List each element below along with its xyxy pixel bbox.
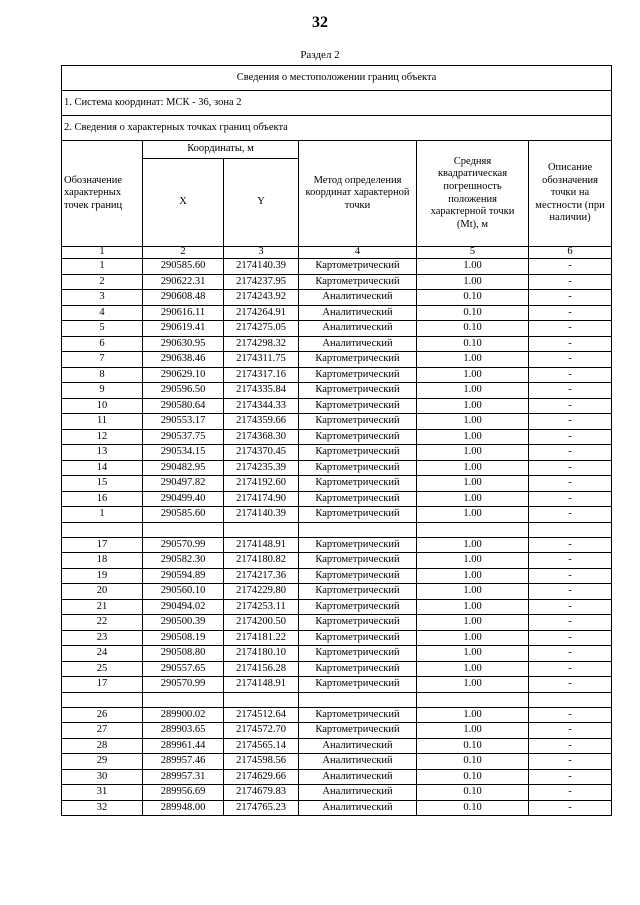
table-row xyxy=(62,460,612,476)
point-id-cell: 24 xyxy=(62,646,143,662)
description-cell: - xyxy=(529,723,612,739)
error-cell: 1.00 xyxy=(417,507,529,523)
point-id-cell: 32 xyxy=(62,800,143,816)
method-cell: Картометрический xyxy=(299,599,417,615)
empty-cell xyxy=(143,522,224,537)
point-id-cell: 2 xyxy=(62,274,143,290)
table-row xyxy=(62,738,612,754)
point-id-cell: 26 xyxy=(62,707,143,723)
error-cell: 1.00 xyxy=(417,429,529,445)
method-cell: Аналитический xyxy=(299,785,417,801)
description-cell: - xyxy=(529,769,612,785)
header-row-1 xyxy=(62,141,612,159)
y-cell: 2174237.95 xyxy=(224,274,299,290)
coord-system: 1. Система координат: МСК - 36, зона 2 xyxy=(62,91,612,116)
x-cell: 290622.31 xyxy=(143,274,224,290)
method-cell: Картометрический xyxy=(299,445,417,461)
error-cell: 1.00 xyxy=(417,414,529,430)
method-cell: Картометрический xyxy=(299,677,417,693)
point-id-cell: 29 xyxy=(62,754,143,770)
x-cell: 290570.99 xyxy=(143,537,224,553)
point-id-cell: 25 xyxy=(62,661,143,677)
description-cell: - xyxy=(529,754,612,770)
point-id-cell: 14 xyxy=(62,460,143,476)
error-cell: 1.00 xyxy=(417,383,529,399)
description-cell: - xyxy=(529,800,612,816)
table-row xyxy=(62,352,612,368)
contour-separator-row xyxy=(62,692,612,707)
x-cell: 289903.65 xyxy=(143,723,224,739)
method-cell: Картометрический xyxy=(299,259,417,275)
table-row xyxy=(62,476,612,492)
description-cell: - xyxy=(529,553,612,569)
y-cell: 2174370.45 xyxy=(224,445,299,461)
y-cell: 2174156.28 xyxy=(224,661,299,677)
empty-cell xyxy=(224,692,299,707)
method-cell: Картометрический xyxy=(299,367,417,383)
description-cell: - xyxy=(529,383,612,399)
y-cell: 2174180.82 xyxy=(224,553,299,569)
header-designation: Обозначение характерных точек границ xyxy=(62,141,143,247)
x-cell: 289948.00 xyxy=(143,800,224,816)
error-cell: 1.00 xyxy=(417,352,529,368)
error-cell: 0.10 xyxy=(417,290,529,306)
point-id-cell: 4 xyxy=(62,305,143,321)
table-row xyxy=(62,398,612,414)
empty-cell xyxy=(299,522,417,537)
table-row xyxy=(62,553,612,569)
x-cell: 290585.60 xyxy=(143,507,224,523)
x-cell: 290557.65 xyxy=(143,661,224,677)
table-title: Сведения о местоположении границ объекта xyxy=(62,66,612,91)
error-cell: 0.10 xyxy=(417,305,529,321)
x-cell: 289900.02 xyxy=(143,707,224,723)
table-row xyxy=(62,800,612,816)
table-body xyxy=(62,66,612,816)
description-cell: - xyxy=(529,507,612,523)
method-cell: Аналитический xyxy=(299,738,417,754)
method-cell: Картометрический xyxy=(299,460,417,476)
y-cell: 2174344.33 xyxy=(224,398,299,414)
method-cell: Картометрический xyxy=(299,723,417,739)
point-id-cell: 30 xyxy=(62,769,143,785)
error-cell: 1.00 xyxy=(417,553,529,569)
description-cell: - xyxy=(529,491,612,507)
error-cell: 1.00 xyxy=(417,274,529,290)
error-cell: 1.00 xyxy=(417,723,529,739)
y-cell: 2174572.70 xyxy=(224,723,299,739)
x-cell: 290500.39 xyxy=(143,615,224,631)
method-cell: Картометрический xyxy=(299,630,417,646)
table-row xyxy=(62,537,612,553)
method-cell: Аналитический xyxy=(299,305,417,321)
empty-cell xyxy=(529,522,612,537)
description-cell: - xyxy=(529,630,612,646)
y-cell: 2174275.05 xyxy=(224,321,299,337)
point-id-cell: 6 xyxy=(62,336,143,352)
error-cell: 1.00 xyxy=(417,476,529,492)
point-id-cell: 13 xyxy=(62,445,143,461)
y-cell: 2174192.60 xyxy=(224,476,299,492)
y-cell: 2174368.30 xyxy=(224,429,299,445)
description-cell: - xyxy=(529,429,612,445)
table-row xyxy=(62,630,612,646)
header-description: Описание обозначения точки на местности (при наличии) xyxy=(529,141,612,247)
y-cell: 2174359.66 xyxy=(224,414,299,430)
x-cell: 290570.99 xyxy=(143,677,224,693)
error-cell: 1.00 xyxy=(417,491,529,507)
point-id-cell: 8 xyxy=(62,367,143,383)
table-row xyxy=(62,661,612,677)
x-cell: 290534.15 xyxy=(143,445,224,461)
description-cell: - xyxy=(529,305,612,321)
y-cell: 2174243.92 xyxy=(224,290,299,306)
description-cell: - xyxy=(529,707,612,723)
table-row xyxy=(62,599,612,615)
description-cell: - xyxy=(529,414,612,430)
x-cell: 290553.17 xyxy=(143,414,224,430)
method-cell: Картометрический xyxy=(299,398,417,414)
method-cell: Картометрический xyxy=(299,274,417,290)
table-row xyxy=(62,274,612,290)
description-cell: - xyxy=(529,460,612,476)
method-cell: Аналитический xyxy=(299,769,417,785)
section-title: Раздел 2 xyxy=(300,49,340,61)
error-cell: 1.00 xyxy=(417,661,529,677)
error-cell: 0.10 xyxy=(417,738,529,754)
x-cell: 290582.30 xyxy=(143,553,224,569)
y-cell: 2174298.32 xyxy=(224,336,299,352)
y-cell: 2174311.75 xyxy=(224,352,299,368)
empty-cell xyxy=(62,522,143,537)
table-row xyxy=(62,507,612,523)
method-cell: Картометрический xyxy=(299,707,417,723)
method-cell: Аналитический xyxy=(299,321,417,337)
table-row xyxy=(62,383,612,399)
point-id-cell: 7 xyxy=(62,352,143,368)
method-cell: Картометрический xyxy=(299,383,417,399)
header-error: Средняя квадратическая погрешность положения характерной точки (Mt), м xyxy=(417,141,529,247)
error-cell: 1.00 xyxy=(417,445,529,461)
header-coordinates: Координаты, м xyxy=(143,141,299,159)
description-cell: - xyxy=(529,476,612,492)
description-cell: - xyxy=(529,398,612,414)
y-cell: 2174565.14 xyxy=(224,738,299,754)
error-cell: 1.00 xyxy=(417,599,529,615)
table-row xyxy=(62,785,612,801)
point-id-cell: 20 xyxy=(62,584,143,600)
error-cell: 1.00 xyxy=(417,615,529,631)
description-cell: - xyxy=(529,661,612,677)
page-number: 32 xyxy=(312,14,328,31)
y-cell: 2174181.22 xyxy=(224,630,299,646)
x-cell: 290499.40 xyxy=(143,491,224,507)
table-row xyxy=(62,646,612,662)
error-cell: 1.00 xyxy=(417,677,529,693)
method-cell: Картометрический xyxy=(299,537,417,553)
error-cell: 1.00 xyxy=(417,259,529,275)
column-number: 5 xyxy=(417,247,529,259)
table-row xyxy=(62,754,612,770)
point-id-cell: 16 xyxy=(62,491,143,507)
header-x: X xyxy=(143,159,224,247)
error-cell: 1.00 xyxy=(417,630,529,646)
column-number: 3 xyxy=(224,247,299,259)
y-cell: 2174765.23 xyxy=(224,800,299,816)
point-id-cell: 5 xyxy=(62,321,143,337)
table-row xyxy=(62,707,612,723)
table-row xyxy=(62,568,612,584)
description-cell: - xyxy=(529,615,612,631)
point-id-cell: 1 xyxy=(62,259,143,275)
x-cell: 290508.19 xyxy=(143,630,224,646)
error-cell: 0.10 xyxy=(417,754,529,770)
point-id-cell: 3 xyxy=(62,290,143,306)
y-cell: 2174253.11 xyxy=(224,599,299,615)
description-cell: - xyxy=(529,599,612,615)
method-cell: Аналитический xyxy=(299,800,417,816)
table-row xyxy=(62,336,612,352)
description-cell: - xyxy=(529,445,612,461)
table-row xyxy=(62,677,612,693)
method-cell: Картометрический xyxy=(299,568,417,584)
description-cell: - xyxy=(529,584,612,600)
empty-cell xyxy=(417,692,529,707)
table-row xyxy=(62,429,612,445)
column-number: 1 xyxy=(62,247,143,259)
table-row xyxy=(62,259,612,275)
method-cell: Картометрический xyxy=(299,615,417,631)
x-cell: 289957.46 xyxy=(143,754,224,770)
error-cell: 0.10 xyxy=(417,785,529,801)
column-numbers-row xyxy=(62,247,612,259)
error-cell: 1.00 xyxy=(417,398,529,414)
table-title-row xyxy=(62,66,612,91)
point-id-cell: 31 xyxy=(62,785,143,801)
method-cell: Аналитический xyxy=(299,336,417,352)
method-cell: Картометрический xyxy=(299,646,417,662)
error-cell: 1.00 xyxy=(417,460,529,476)
method-cell: Картометрический xyxy=(299,661,417,677)
description-cell: - xyxy=(529,677,612,693)
y-cell: 2174598.56 xyxy=(224,754,299,770)
point-id-cell: 22 xyxy=(62,615,143,631)
x-cell: 290629.10 xyxy=(143,367,224,383)
coord-system-row xyxy=(62,91,612,116)
description-cell: - xyxy=(529,321,612,337)
column-number: 2 xyxy=(143,247,224,259)
x-cell: 290638.46 xyxy=(143,352,224,368)
x-cell: 290580.64 xyxy=(143,398,224,414)
x-cell: 290585.60 xyxy=(143,259,224,275)
method-cell: Картометрический xyxy=(299,491,417,507)
method-cell: Картометрический xyxy=(299,352,417,368)
point-id-cell: 1 xyxy=(62,507,143,523)
x-cell: 290497.82 xyxy=(143,476,224,492)
y-cell: 2174148.91 xyxy=(224,677,299,693)
y-cell: 2174335.84 xyxy=(224,383,299,399)
x-cell: 290596.50 xyxy=(143,383,224,399)
description-cell: - xyxy=(529,367,612,383)
description-cell: - xyxy=(529,274,612,290)
column-number: 6 xyxy=(529,247,612,259)
error-cell: 0.10 xyxy=(417,800,529,816)
point-id-cell: 23 xyxy=(62,630,143,646)
description-cell: - xyxy=(529,646,612,662)
table-row xyxy=(62,414,612,430)
empty-cell xyxy=(299,692,417,707)
point-id-cell: 17 xyxy=(62,677,143,693)
error-cell: 0.10 xyxy=(417,336,529,352)
method-cell: Аналитический xyxy=(299,754,417,770)
table-row xyxy=(62,367,612,383)
x-cell: 289957.31 xyxy=(143,769,224,785)
point-id-cell: 18 xyxy=(62,553,143,569)
empty-cell xyxy=(62,692,143,707)
point-id-cell: 10 xyxy=(62,398,143,414)
point-id-cell: 28 xyxy=(62,738,143,754)
error-cell: 1.00 xyxy=(417,707,529,723)
table-row xyxy=(62,321,612,337)
empty-cell xyxy=(529,692,612,707)
description-cell: - xyxy=(529,259,612,275)
y-cell: 2174512.64 xyxy=(224,707,299,723)
table-row xyxy=(62,491,612,507)
x-cell: 290482.95 xyxy=(143,460,224,476)
table-row xyxy=(62,305,612,321)
method-cell: Картометрический xyxy=(299,476,417,492)
description-cell: - xyxy=(529,568,612,584)
y-cell: 2174200.50 xyxy=(224,615,299,631)
x-cell: 290630.95 xyxy=(143,336,224,352)
point-id-cell: 17 xyxy=(62,537,143,553)
table-row xyxy=(62,615,612,631)
y-cell: 2174180.10 xyxy=(224,646,299,662)
table-row xyxy=(62,769,612,785)
error-cell: 1.00 xyxy=(417,537,529,553)
error-cell: 1.00 xyxy=(417,646,529,662)
method-cell: Картометрический xyxy=(299,507,417,523)
y-cell: 2174317.16 xyxy=(224,367,299,383)
header-method: Метод определения координат характерной точки xyxy=(299,141,417,247)
points-heading-row xyxy=(62,116,612,141)
x-cell: 290616.11 xyxy=(143,305,224,321)
y-cell: 2174217.36 xyxy=(224,568,299,584)
x-cell: 290560.10 xyxy=(143,584,224,600)
column-number: 4 xyxy=(299,247,417,259)
x-cell: 290494.02 xyxy=(143,599,224,615)
description-cell: - xyxy=(529,290,612,306)
table-row xyxy=(62,445,612,461)
description-cell: - xyxy=(529,785,612,801)
x-cell: 290508.80 xyxy=(143,646,224,662)
method-cell: Картометрический xyxy=(299,429,417,445)
x-cell: 289961.44 xyxy=(143,738,224,754)
point-id-cell: 11 xyxy=(62,414,143,430)
error-cell: 1.00 xyxy=(417,367,529,383)
error-cell: 1.00 xyxy=(417,568,529,584)
point-id-cell: 9 xyxy=(62,383,143,399)
point-id-cell: 19 xyxy=(62,568,143,584)
method-cell: Аналитический xyxy=(299,290,417,306)
header-y: Y xyxy=(224,159,299,247)
boundary-points-table xyxy=(61,65,612,816)
empty-cell xyxy=(224,522,299,537)
error-cell: 0.10 xyxy=(417,769,529,785)
point-id-cell: 12 xyxy=(62,429,143,445)
table-row xyxy=(62,584,612,600)
error-cell: 1.00 xyxy=(417,584,529,600)
empty-cell xyxy=(417,522,529,537)
x-cell: 290608.48 xyxy=(143,290,224,306)
method-cell: Картометрический xyxy=(299,553,417,569)
y-cell: 2174679.83 xyxy=(224,785,299,801)
x-cell: 289956.69 xyxy=(143,785,224,801)
x-cell: 290619.41 xyxy=(143,321,224,337)
description-cell: - xyxy=(529,738,612,754)
y-cell: 2174264.91 xyxy=(224,305,299,321)
table-row xyxy=(62,290,612,306)
point-id-cell: 15 xyxy=(62,476,143,492)
point-id-cell: 27 xyxy=(62,723,143,739)
description-cell: - xyxy=(529,336,612,352)
x-cell: 290537.75 xyxy=(143,429,224,445)
method-cell: Картометрический xyxy=(299,414,417,430)
y-cell: 2174148.91 xyxy=(224,537,299,553)
y-cell: 2174174.90 xyxy=(224,491,299,507)
y-cell: 2174229.80 xyxy=(224,584,299,600)
error-cell: 0.10 xyxy=(417,321,529,337)
y-cell: 2174140.39 xyxy=(224,507,299,523)
table-row xyxy=(62,723,612,739)
method-cell: Картометрический xyxy=(299,584,417,600)
x-cell: 290594.89 xyxy=(143,568,224,584)
y-cell: 2174140.39 xyxy=(224,259,299,275)
empty-cell xyxy=(143,692,224,707)
y-cell: 2174235.39 xyxy=(224,460,299,476)
description-cell: - xyxy=(529,537,612,553)
points-heading: 2. Сведения о характерных точках границ объекта xyxy=(62,116,612,141)
y-cell: 2174629.66 xyxy=(224,769,299,785)
contour-separator-row xyxy=(62,522,612,537)
point-id-cell: 21 xyxy=(62,599,143,615)
description-cell: - xyxy=(529,352,612,368)
